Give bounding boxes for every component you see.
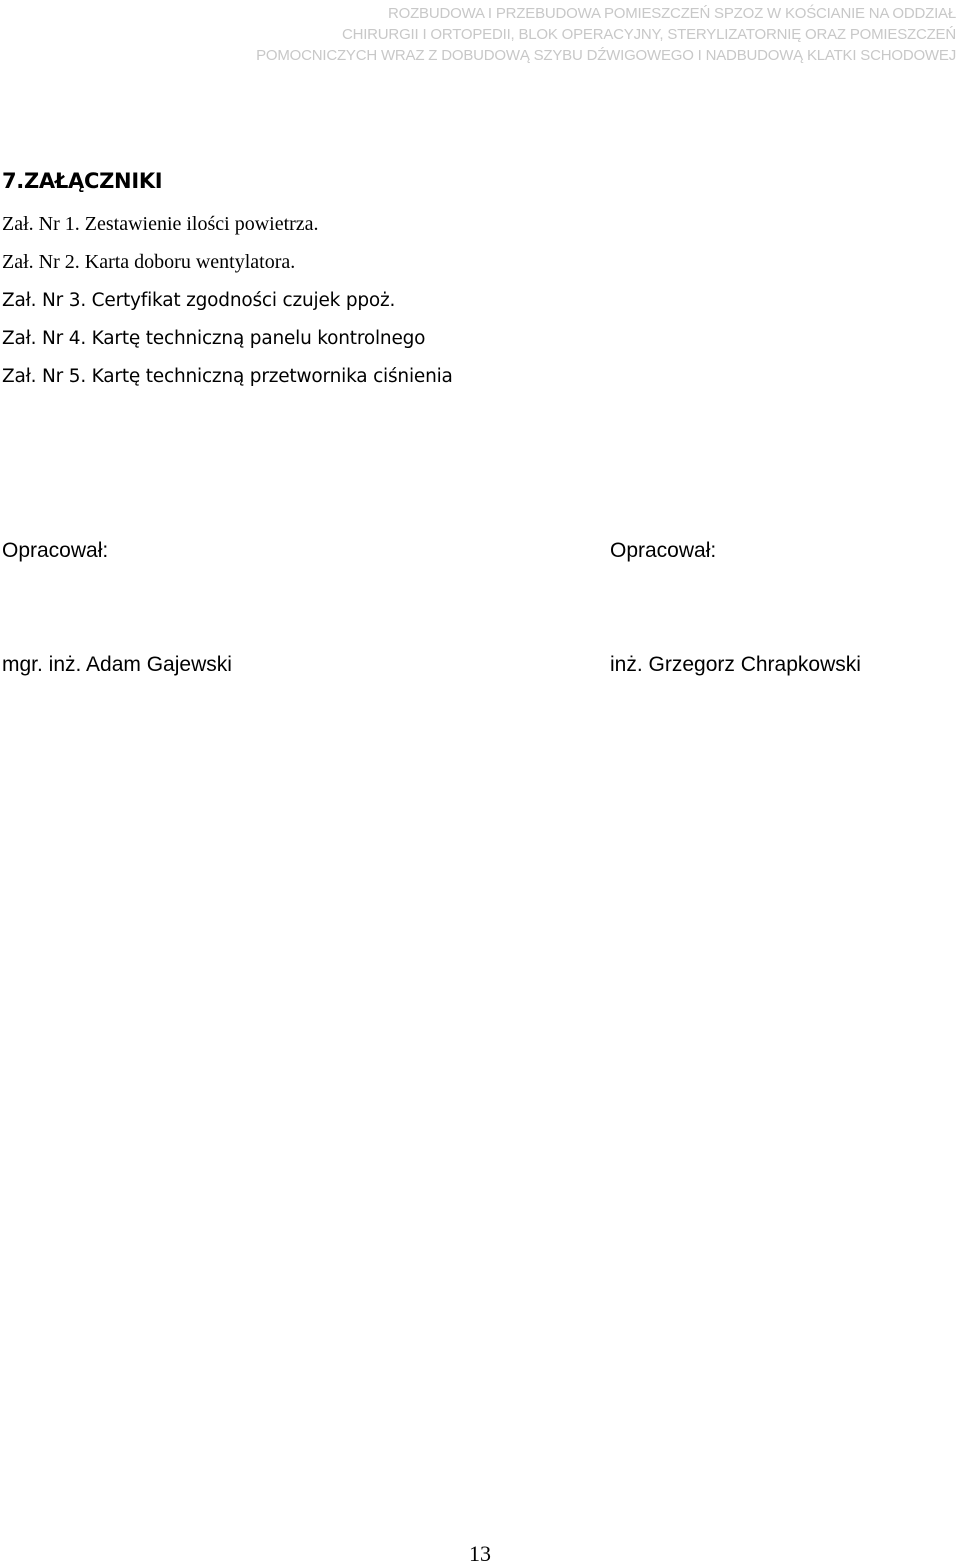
- attachment-item-1: Zał. Nr 1. Zestawienie ilości powietrza.: [2, 213, 319, 235]
- attachment-item-5: Zał. Nr 5. Kartę techniczną przetwornika ciśnienia: [2, 366, 453, 387]
- signature-left-name: mgr. inż. Adam Gajewski: [2, 653, 232, 676]
- header-line-2: CHIRURGII I ORTOPEDII, BLOK OPERACYJNY, STERYLIZATORNIĘ ORAZ POMIESZCZEŃ: [341, 26, 956, 43]
- signature-left-label: Opracował:: [2, 539, 109, 562]
- attachment-item-3: Zał. Nr 3. Certyfikat zgodności czujek ppoż.: [2, 290, 396, 311]
- document-header: [56, 3, 956, 66]
- attachment-item-4: Zał. Nr 4. Kartę techniczną panelu kontrolnego: [2, 328, 426, 349]
- signature-right-label: Opracował:: [610, 539, 717, 562]
- attachment-item-2: Zał. Nr 2. Karta doboru wentylatora.: [2, 251, 296, 273]
- header-line-3: POMOCNICZYCH WRAZ Z DOBUDOWĄ SZYBU DŹWIGOWEGO I NADBUDOWĄ KLATKI SCHODOWEJ: [256, 47, 956, 64]
- header-line-1: ROZBUDOWA I PRZEBUDOWA POMIESZCZEŃ SPZOZ W KOŚCIANIE NA ODDZIAŁ: [387, 5, 956, 22]
- attachments-list: [2, 208, 453, 398]
- section-title: 7.ZAŁĄCZNIKI: [2, 169, 163, 193]
- signature-right-name: inż. Grzegorz Chrapkowski: [610, 653, 861, 676]
- page-number: 13: [469, 1541, 491, 1566]
